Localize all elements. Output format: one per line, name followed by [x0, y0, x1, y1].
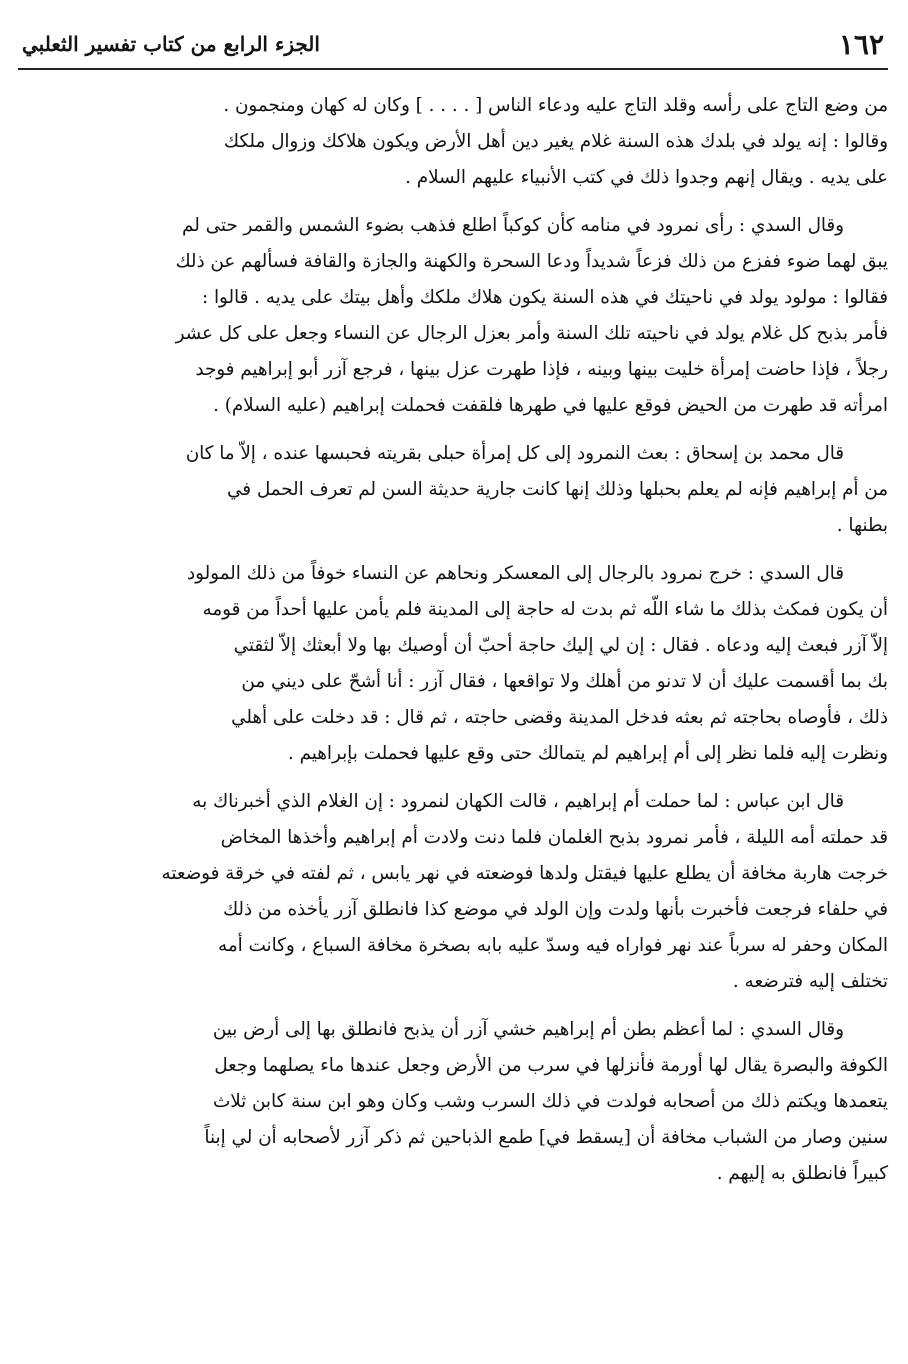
page-number: ١٦٢ [838, 28, 884, 61]
paragraph [18, 436, 888, 544]
page-header [18, 22, 888, 70]
paragraph [18, 88, 888, 196]
text-line: سنين وصار من الشباب مخافة أن [يسقط في] طمع الذباحين ثم ذكر آزر لأصحابه أن لي إبناً [204, 1127, 888, 1148]
text-line: كبيراً فانطلق به إليهم . [716, 1163, 888, 1184]
running-title: الجزء الرابع من كتاب تفسير الثعلبي [22, 32, 320, 56]
text-line: إلاّ آزر فبعث إليه ودعاه . فقال : إن لي إليك حاجة أحبّ أن أوصيك بها ولا أبعثك إلاّ لثقتي [233, 635, 888, 656]
text-line: المكان وحفر له سرباً عند نهر فواراه فيه وسدّ عليه بابه بصخرة مخافة السباع ، وكانت أمه [218, 935, 888, 956]
paragraph [18, 208, 888, 424]
text-line: ونظرت إليه فلما نظر إلى أم إبراهيم لم يتمالك حتى وقع عليها فحملت بإبراهيم . [287, 743, 888, 764]
text-line: قال محمد بن إسحاق : بعث النمرود إلى كل إمرأة حبلى بقريته فحبسها عنده ، إلاّ ما كان [185, 443, 844, 464]
text-line: امرأته قد طهرت من الحيض فوقع عليها في طهرها فلقفت فحملت إبراهيم (عليه السلام) . [213, 395, 888, 416]
body-text [18, 88, 888, 1204]
text-line: ذلك ، فأوصاه بحاجته ثم بعثه فدخل المدينة وقضى حاجته ، ثم قال : قد دخلت على أهلي [231, 707, 888, 728]
text-line: فأمر بذبح كل غلام يولد في ناحيته تلك السنة وأمر بعزل الرجال عن النساء وجعل على كل عشر [175, 323, 888, 344]
text-line: بك بما أقسمت عليك أن لا تدنو من أهلك ولا تواقعها ، فقال آزر : أنا أشحّ على ديني من [241, 671, 888, 692]
text-line: تختلف إليه فترضعه . [732, 971, 888, 992]
text-line: وقال السدي : لما أعظم بطن أم إبراهيم خشي آزر أن يذبح فانطلق بها إلى أرض بين [212, 1019, 844, 1040]
paragraph [18, 556, 888, 772]
text-line: على يديه . ويقال إنهم وجدوا ذلك في كتب الأنبياء عليهم السلام . [405, 167, 888, 188]
text-line: من وضع التاج على رأسه وقلد التاج عليه ودعاء الناس [ . . . . ] وكان له كهان ومنجمون . [223, 95, 888, 116]
text-line: خرجت هاربة مخافة أن يطلع عليها فيقتل ولدها فوضعته في نهر يابس ، ثم لفته في خرقة فوضعته [161, 863, 888, 884]
paragraph [18, 1012, 888, 1192]
text-line: من أم إبراهيم فإنه لم يعلم بحبلها وذلك إنها كانت جارية حديثة السن لم تعرف الحمل في [227, 479, 888, 500]
text-line: قال ابن عباس : لما حملت أم إبراهيم ، قالت الكهان لنمرود : إن الغلام الذي أخبرناك به [192, 791, 844, 812]
text-line: في حلفاء فرجعت فأخبرت بأنها ولدت وإن الولد في موضع كذا فانطلق آزر يأخذه من ذلك [223, 899, 888, 920]
text-line: أن يكون فمكث بذلك ما شاء اللّه ثم بدت له حاجة إلى المدينة فلم يأمن عليها أحداً من قومه [202, 599, 888, 620]
text-line: فقالوا : مولود يولد في ناحيتك في هذه السنة يكون هلاك ملكك وأهل بيتك على يديه . قالوا : [201, 287, 888, 308]
text-line: قد حملته أمه الليلة ، فأمر نمرود بذبح الغلمان فلما دنت ولادت أم إبراهيم وأخذها المخاض [220, 827, 888, 848]
text-line: وقال السدي : رأى نمرود في منامه كأن كوكباً اطلع فذهب بضوء الشمس والقمر حتى لم [182, 215, 844, 236]
text-line: رجلاً ، فإذا حاضت إمرأة خليت بينها وبينه ، فإذا طهرت عزل بينها ، فرجع آزر أبو إبراهيم فوجد [195, 359, 888, 380]
text-line: يتعمدها ويكتم ذلك من أصحابه فولدت في ذلك السرب وشب وكان وهو ابن سنة كابن ثلاث [213, 1091, 888, 1112]
text-line: بطنها . [836, 515, 888, 536]
text-line: قال السدي : خرج نمرود بالرجال إلى المعسكر ونحاهم عن النساء خوفاً من ذلك المولود [186, 563, 844, 584]
text-line: يبق لهما ضوء ففزع من ذلك فزعاً شديداً ودعا السحرة والكهنة والجازة والقافة فسألهم عن ذلك [175, 251, 888, 272]
paragraph [18, 784, 888, 1000]
text-line: وقالوا : إنه يولد في بلدك هذه السنة غلام يغير دين أهل الأرض ويكون هلاكك وزوال ملكك [223, 131, 888, 152]
text-line: الكوفة والبصرة يقال لها أورمة فأنزلها في سرب من الأرض وجعل عندها ماء يصلهما وجعل [214, 1055, 888, 1076]
